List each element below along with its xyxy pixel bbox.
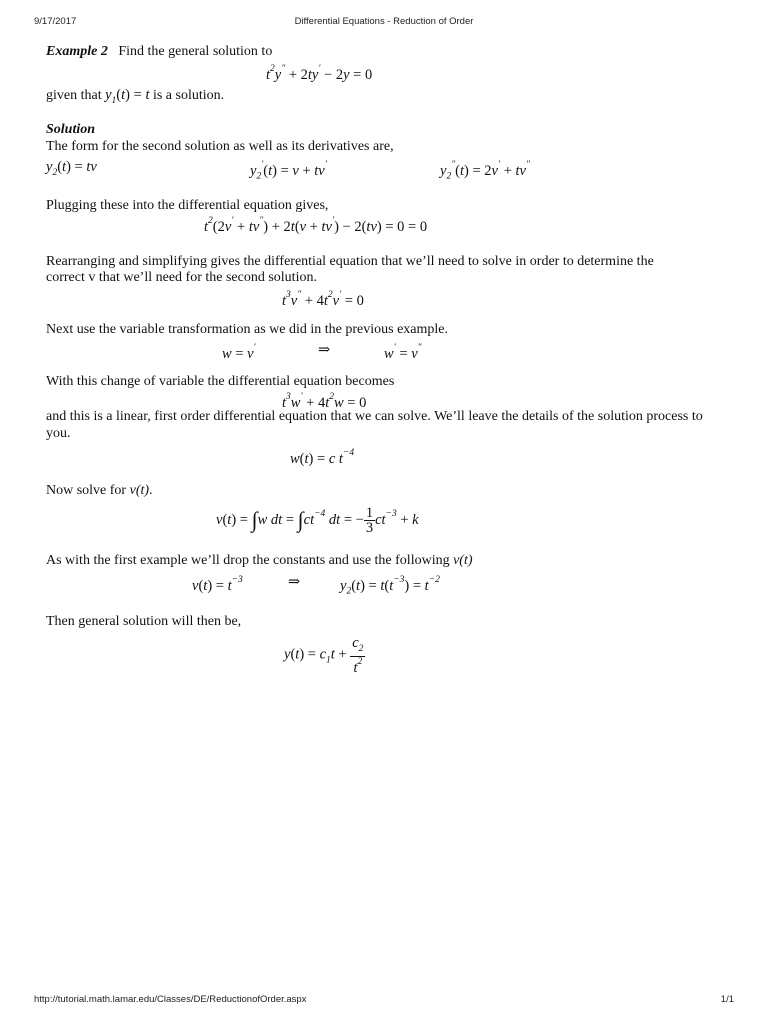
paragraph-next: Next use the variable transformation as we did in the previous example.	[46, 322, 448, 337]
page-number: 1/1	[720, 994, 734, 1005]
equation-v: $t^3v'' + 4t^2v' = 0$	[282, 290, 364, 309]
paragraph-rearrange-2: correct v that we’ll need for the second solution.	[46, 270, 317, 285]
paragraph-linear: and this is a linear, first order differential equation that we can solve. We’ll leave the details of the solution process to you.	[46, 409, 703, 441]
equation-general-solution: $y(t) = c_1t$ + $\frac{c_2}{t^2}$	[284, 635, 364, 676]
example-label: Example 2	[46, 44, 108, 59]
paragraph-now	[46, 483, 153, 499]
source-url: http://tutorial.math.lamar.edu/Classes/DE/ReductionofOrder.aspx	[34, 994, 307, 1005]
print-date: 9/17/2017	[34, 16, 77, 27]
paragraph-rearrange-1: Rearranging and simplifying gives the differential equation that we’ll need to solve in order to determine the	[46, 254, 654, 269]
equation-integral: v(t) = ∫w dt = $\int ct^{-4}$ dt = − $\frac{1}{3}$ $ct^{-3} + k$	[216, 505, 419, 536]
equation-w-solution: w(t) = c $t^{-4}$	[290, 448, 355, 467]
equation-y2-prime: $y_2'(t) = v + tv'$	[250, 160, 327, 182]
now-prefix: Now solve for	[46, 483, 127, 498]
paragraph-general: Then general solution will then be,	[46, 614, 242, 629]
implies-arrow-1: ⇒	[318, 342, 331, 358]
now-suffix: .	[149, 483, 153, 498]
given-prefix: given that	[46, 88, 102, 103]
example-line	[46, 44, 272, 60]
implies-arrow-2: ⇒	[288, 574, 301, 590]
paragraph-form: The form for the second solution as well as its derivatives are,	[46, 139, 394, 154]
solution-heading: Solution	[46, 122, 96, 137]
equation-v-choice: $v(t) = t^{-3}$	[192, 575, 243, 594]
equation-w-def: w = v′	[222, 343, 256, 362]
equation-y2-final: $y_2(t) = t(t^{-3}) = t^{-2}$	[340, 575, 440, 597]
example-prompt: Find the general solution to	[118, 44, 273, 59]
equation-w: $t^3w' + 4t^2w = 0$	[282, 392, 367, 411]
drop-prefix: As with the first example we’ll drop the constants and use the following	[46, 553, 450, 568]
equation-w-prime: w′ = v″	[384, 343, 422, 362]
paragraph-plug: Plugging these into the differential equation gives,	[46, 198, 329, 213]
print-header	[0, 16, 768, 30]
equation-y2: $y_2(t)$ = tv	[46, 159, 97, 178]
given-suffix: is a solution.	[152, 88, 225, 103]
equation-y2-double-prime: $y_2''(t) = 2v' + tv''$	[440, 160, 530, 182]
print-title: Differential Equations - Reduction of Order	[294, 16, 474, 27]
now-var: v(t)	[129, 483, 150, 498]
equation-y1: $y_1(t) = t$	[105, 87, 150, 106]
paragraph-drop	[46, 553, 473, 569]
equation-plugged: $t^2(2v' + tv'') + 2t(v + tv') - 2(tv) = 0 = 0$	[204, 216, 428, 235]
drop-var: v(t)	[453, 553, 473, 568]
paragraph-change: With this change of variable the differential equation becomes	[46, 374, 395, 389]
given-line	[46, 86, 224, 110]
print-footer	[0, 994, 768, 1008]
equation-ode: $t^2y'' + 2ty' - 2y = 0$	[266, 64, 373, 83]
